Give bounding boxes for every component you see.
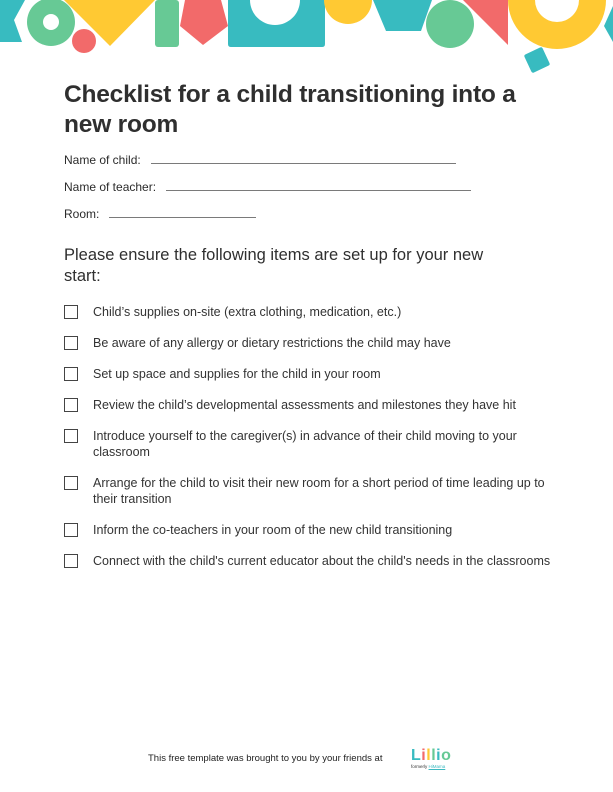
checkbox[interactable]: [64, 336, 78, 350]
checklist-item-label: Review the child’s developmental assessments and milestones they have hit: [93, 398, 516, 412]
checkbox[interactable]: [64, 398, 78, 412]
checklist-item-label: Inform the co-teachers in your room of the new child transitioning: [93, 523, 453, 537]
logo-wordmark: Lillio: [411, 747, 452, 764]
checkbox[interactable]: [64, 305, 78, 319]
checklist-item: [64, 397, 563, 413]
room-label: Room:: [64, 207, 100, 221]
lillio-logo[interactable]: [411, 748, 451, 769]
name-of-teacher-field: [64, 180, 471, 194]
checklist-item-label: Be aware of any allergy or dietary restrictions the child may have: [93, 336, 451, 350]
checklist-item: [64, 335, 563, 351]
checklist-item: [64, 475, 563, 507]
checklist-item: [64, 366, 563, 382]
checklist-item-label: Set up space and supplies for the child in your room: [93, 367, 381, 381]
footer-credit: This free template was brought to you by your friends at: [148, 753, 383, 764]
checklist-item-label: Connect with the child's current educator about the child's needs in the classrooms: [93, 554, 551, 568]
checkbox[interactable]: [64, 523, 78, 537]
name-of-teacher-input-line[interactable]: [166, 189, 471, 191]
room-field: [64, 207, 256, 221]
checklist-item-label: Arrange for the child to visit their new room for a short period of time leading up to their transition: [93, 476, 545, 506]
logo-subtitle: formerly HiMama: [411, 764, 446, 769]
name-of-child-input-line[interactable]: [151, 162, 456, 164]
checklist-item-label: Child’s supplies on-site (extra clothing, medication, etc.): [93, 305, 402, 319]
name-of-child-field: [64, 153, 456, 167]
checkbox[interactable]: [64, 476, 78, 490]
checklist-item: [64, 522, 563, 538]
name-of-child-label: Name of child:: [64, 153, 141, 167]
checklist-item: [64, 553, 563, 569]
name-of-teacher-label: Name of teacher:: [64, 180, 157, 194]
checkbox[interactable]: [64, 367, 78, 381]
checklist-item: [64, 304, 563, 320]
checklist-item: [64, 428, 563, 460]
page-title: Checklist for a child transitioning into a new room: [64, 81, 516, 138]
checkbox[interactable]: [64, 554, 78, 568]
decorative-shapes-banner: [0, 0, 613, 80]
checkbox[interactable]: [64, 429, 78, 443]
section-subheading: Please ensure the following items are set up for your new start:: [64, 246, 484, 285]
checklist-item-label: Introduce yourself to the caregiver(s) in advance of their child moving to your classroom: [93, 429, 517, 459]
room-input-line[interactable]: [109, 216, 256, 218]
